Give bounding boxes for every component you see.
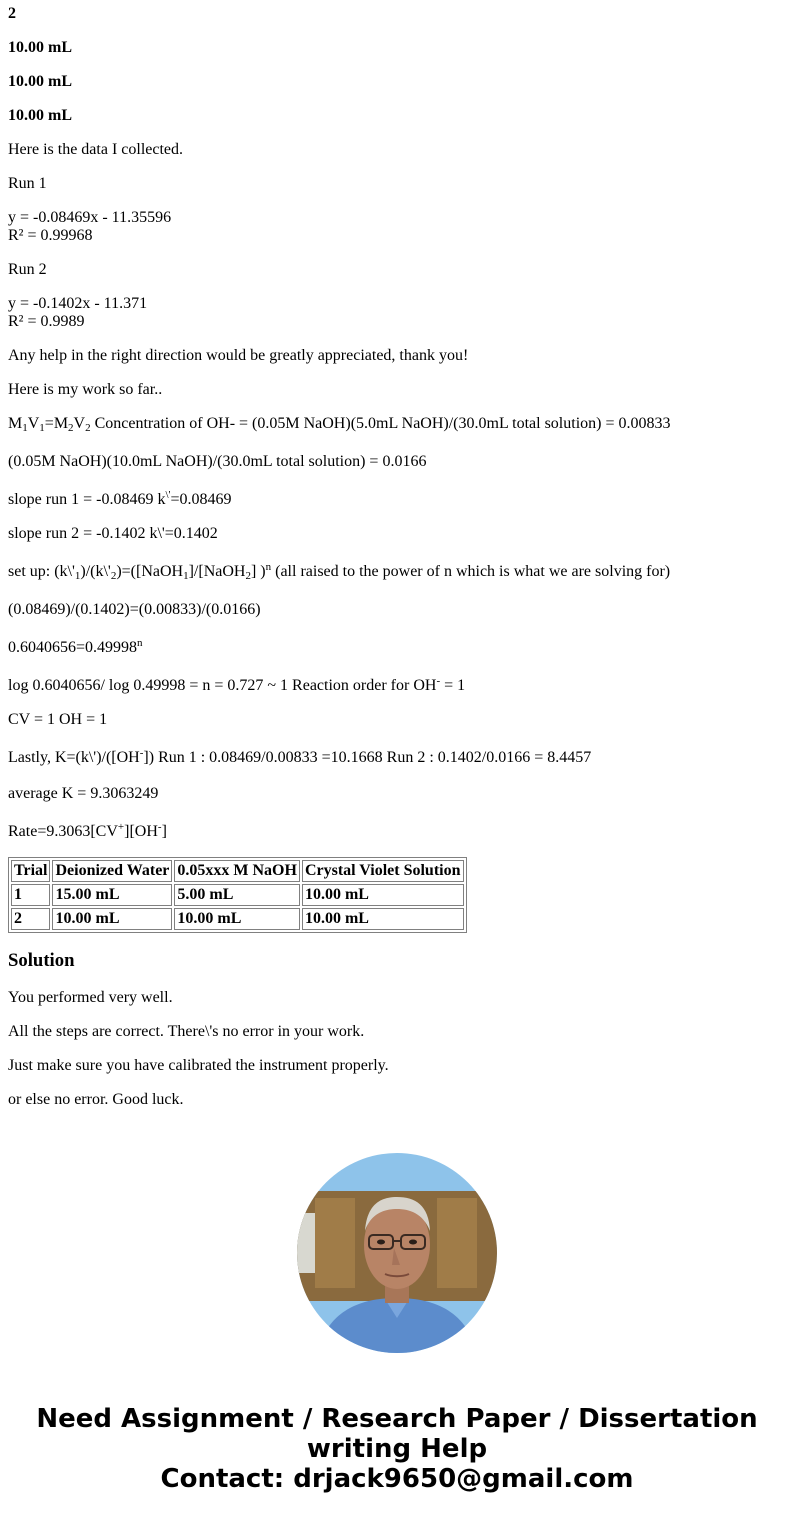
table-row bbox=[11, 884, 464, 906]
v2: V bbox=[73, 415, 86, 432]
avatar-eye-left bbox=[377, 1240, 385, 1245]
text: slope run 1 = -0.08469 k bbox=[8, 491, 166, 508]
run2-r2: R² = 0.9989 bbox=[8, 313, 85, 330]
ratio-equation: (0.08469)/(0.1402)=(0.00833)/(0.0166) bbox=[8, 601, 261, 618]
table-header-cell: Crystal Violet Solution bbox=[302, 860, 464, 882]
concentration-text: Concentration of OH- = (0.05M NaOH)(5.0mL NaOH)/(30.0mL total solution) = 0.00833 bbox=[90, 415, 671, 432]
solution-line: or else no error. Good luck. bbox=[8, 1091, 184, 1108]
footer-contact: Contact: drjack9650@gmail.com bbox=[160, 1464, 634, 1494]
table-header-row bbox=[11, 860, 464, 882]
table-cell: 15.00 mL bbox=[52, 884, 172, 906]
setup-equation bbox=[8, 563, 786, 581]
order-summary: CV = 1 OH = 1 bbox=[8, 711, 108, 728]
table-cell: 2 bbox=[11, 908, 50, 930]
top-value-3: 10.00 mL bbox=[8, 73, 72, 90]
log-equation bbox=[8, 677, 786, 695]
sub: 2 bbox=[245, 570, 251, 582]
table-row bbox=[11, 908, 464, 930]
table-cell: 10.00 mL bbox=[302, 908, 464, 930]
text: log 0.6040656/ log 0.49998 = n = 0.727 ~ 1 Reaction order for OH bbox=[8, 677, 437, 694]
run2-label: Run 2 bbox=[8, 261, 47, 278]
sup: n bbox=[265, 561, 272, 573]
table-header-cell: Deionized Water bbox=[52, 860, 172, 882]
sub: 1 bbox=[39, 422, 45, 434]
sub: 1 bbox=[74, 570, 81, 582]
footer-banner bbox=[0, 1404, 794, 1494]
run2-fit bbox=[8, 295, 786, 331]
avatar-wall-panel bbox=[315, 1198, 355, 1288]
run1-fit bbox=[8, 209, 786, 245]
sup: - bbox=[157, 821, 162, 833]
table-header-cell: 0.05xxx M NaOH bbox=[174, 860, 300, 882]
text: 0.6040656=0.49998 bbox=[8, 639, 138, 656]
average-k: average K = 9.3063249 bbox=[8, 785, 159, 802]
avatar-eye-right bbox=[409, 1240, 417, 1245]
sup: - bbox=[139, 747, 144, 759]
table-cell: 10.00 mL bbox=[52, 908, 172, 930]
avatar-wall-panel bbox=[437, 1198, 477, 1288]
power-equation bbox=[8, 639, 786, 657]
sup: n bbox=[137, 637, 143, 649]
avatar-door bbox=[297, 1213, 315, 1273]
footer-line-2: writing Help bbox=[306, 1434, 488, 1464]
text: ][OH bbox=[124, 823, 158, 840]
text: )=([NaOH bbox=[116, 563, 184, 580]
run2-equation: y = -0.1402x - 11.371 bbox=[8, 295, 148, 312]
run1-equation: y = -0.08469x - 11.35596 bbox=[8, 209, 172, 226]
m1: M bbox=[8, 415, 23, 432]
footer-line-1: Need Assignment / Research Paper / Dissertation bbox=[36, 1404, 758, 1434]
text: ]) Run 1 : 0.08469/0.00833 =10.1668 Run 2 : 0.1402/0.0166 = 8.4457 bbox=[143, 749, 592, 766]
table-cell: 10.00 mL bbox=[302, 884, 464, 906]
slope-run2: slope run 2 = -0.1402 k\'=0.1402 bbox=[8, 525, 218, 542]
v1: V bbox=[27, 415, 40, 432]
k-calculation bbox=[8, 749, 786, 767]
sub: 2 bbox=[68, 422, 74, 434]
top-value-1: 2 bbox=[8, 5, 16, 22]
text: Rate=9.3063[CV bbox=[8, 823, 118, 840]
text: =0.08469 bbox=[170, 491, 232, 508]
text: ] bbox=[161, 823, 167, 840]
help-request: Any help in the right direction would be greatly appreciated, thank you! bbox=[8, 347, 469, 364]
dilution-equation bbox=[8, 415, 786, 433]
intro-text: Here is the data I collected. bbox=[8, 141, 184, 158]
text: (all raised to the power of n which is what we are solving for) bbox=[271, 563, 671, 580]
text: = 1 bbox=[440, 677, 466, 694]
document-body bbox=[8, 5, 786, 1125]
text: ] ) bbox=[250, 563, 266, 580]
text: Lastly, K=(k\')/([OH bbox=[8, 749, 140, 766]
solution-line: You performed very well. bbox=[8, 989, 173, 1006]
table-cell: 5.00 mL bbox=[174, 884, 300, 906]
data-table bbox=[8, 857, 467, 933]
top-value-2: 10.00 mL bbox=[8, 39, 72, 56]
run1-r2: R² = 0.99968 bbox=[8, 227, 93, 244]
sup: + bbox=[117, 821, 125, 833]
work-intro: Here is my work so far.. bbox=[8, 381, 163, 398]
solution-heading: Solution bbox=[8, 950, 75, 971]
sub: 2 bbox=[110, 570, 117, 582]
table-header-cell: Trial bbox=[11, 860, 50, 882]
sub: 2 bbox=[85, 422, 91, 434]
text: ]/[NaOH bbox=[188, 563, 246, 580]
table-cell: 1 bbox=[11, 884, 50, 906]
text: )/(k\' bbox=[80, 563, 111, 580]
top-value-4: 10.00 mL bbox=[8, 107, 72, 124]
sup: - bbox=[436, 675, 441, 687]
slope-run1 bbox=[8, 491, 786, 509]
sub: 1 bbox=[22, 422, 28, 434]
solution-line: All the steps are correct. There\'s no error in your work. bbox=[8, 1023, 365, 1040]
sup: \' bbox=[165, 489, 171, 501]
run1-label: Run 1 bbox=[8, 175, 47, 192]
avatar bbox=[297, 1153, 497, 1353]
avatar-portrait bbox=[297, 1153, 497, 1353]
table-cell: 10.00 mL bbox=[174, 908, 300, 930]
sub: 1 bbox=[183, 570, 189, 582]
solution-line: Just make sure you have calibrated the instrument properly. bbox=[8, 1057, 389, 1074]
rate-law bbox=[8, 823, 786, 841]
text: set up: (k\' bbox=[8, 563, 75, 580]
m2: =M bbox=[44, 415, 69, 432]
concentration-2: (0.05M NaOH)(10.0mL NaOH)/(30.0mL total solution) = 0.0166 bbox=[8, 453, 427, 470]
